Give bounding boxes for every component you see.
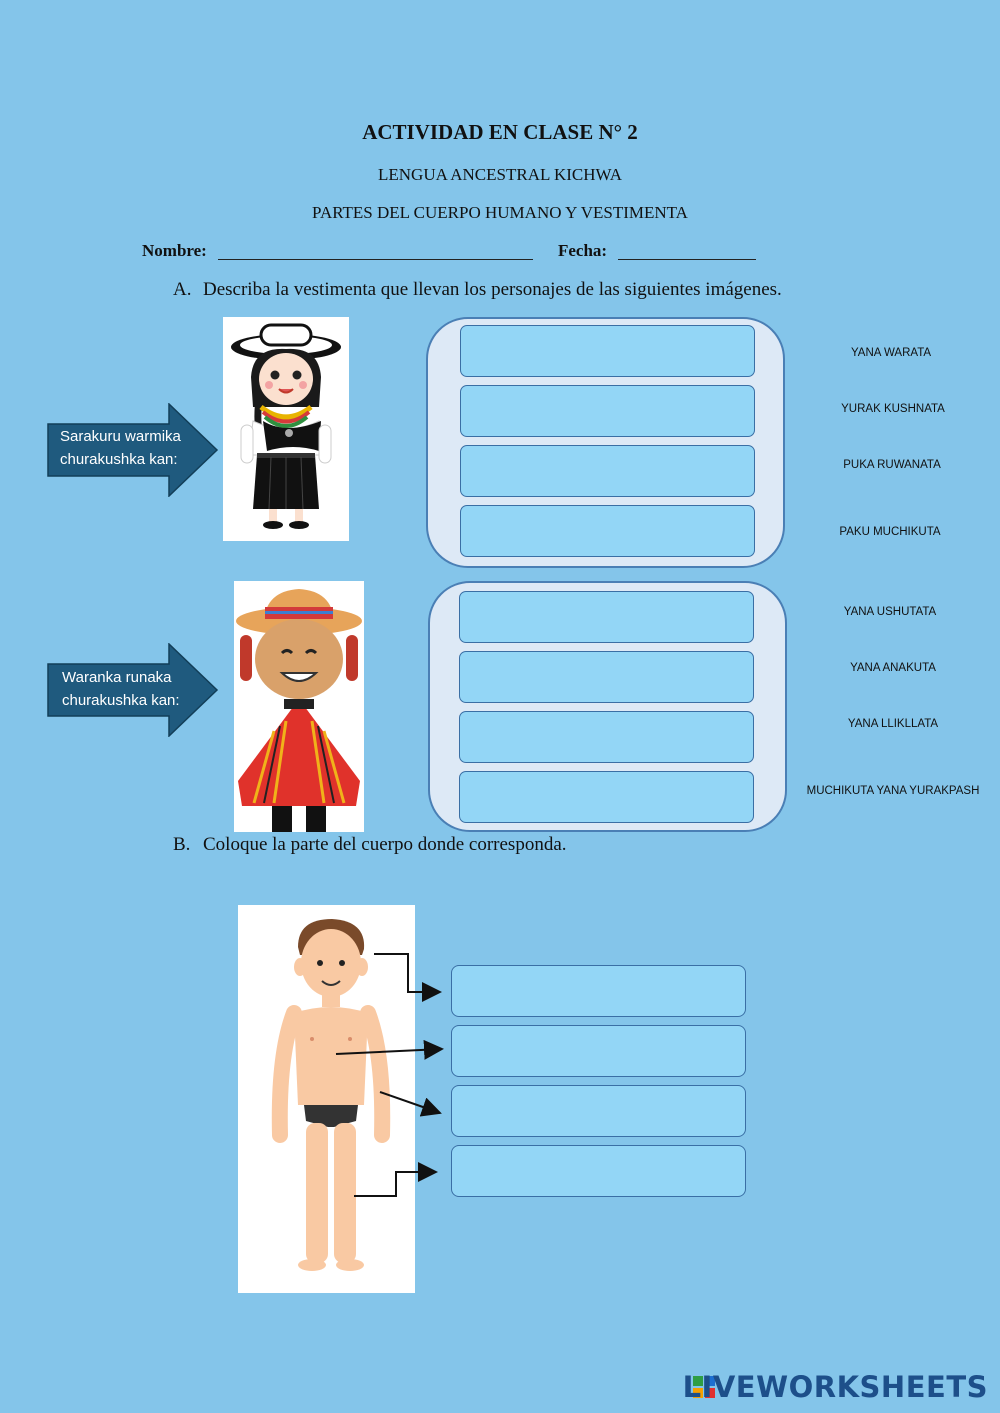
word-option-5[interactable]: YANA USHUTATA	[843, 606, 937, 618]
instruction-b-number: B.	[173, 834, 191, 855]
word-option-3[interactable]: PUKA RUWANATA	[843, 459, 941, 471]
date-label: Fecha:	[558, 241, 608, 260]
arrow-label-1-line2: churakushka kan:	[60, 451, 178, 468]
answer-box-b2[interactable]	[451, 1025, 746, 1077]
arrow-label-1-line1: Sarakuru warmika	[60, 428, 181, 445]
page-title: ACTIVIDAD EN CLASE N° 2	[362, 120, 638, 144]
date-field[interactable]	[618, 259, 756, 260]
answer-box-a2[interactable]	[460, 385, 755, 437]
instruction-b-text: Coloque la parte del cuerpo donde corresponda.	[203, 834, 567, 855]
word-option-7[interactable]: YANA LLIKLLATA	[847, 718, 939, 730]
answer-box-a6[interactable]	[459, 651, 754, 703]
answer-box-a5[interactable]	[459, 591, 754, 643]
answer-box-b4[interactable]	[451, 1145, 746, 1197]
subtitle-language: LENGUA ANCESTRAL KICHWA	[378, 165, 622, 184]
word-option-8[interactable]: MUCHIKUTA YANA YURAKPASH	[806, 785, 980, 797]
word-option-1[interactable]: YANA WARATA	[850, 347, 932, 359]
arrow-label-2-line1: Waranka runaka	[62, 669, 172, 686]
instruction-a	[173, 279, 782, 301]
subtitle-topic: PARTES DEL CUERPO HUMANO Y VESTIMENTA	[312, 203, 688, 222]
answer-box-a7[interactable]	[459, 711, 754, 763]
answer-box-b3[interactable]	[451, 1085, 746, 1137]
name-label: Nombre:	[142, 241, 207, 260]
answer-box-b1[interactable]	[451, 965, 746, 1017]
word-option-4[interactable]: PAKU MUCHIKUTA	[839, 526, 941, 538]
waranka-man-image	[234, 581, 364, 832]
arrow-label-2	[62, 666, 180, 712]
word-option-6[interactable]: YANA ANAKUTA	[850, 662, 936, 674]
instruction-a-text: Describa la vestimenta que llevan los personajes de las siguientes imágenes.	[203, 279, 782, 300]
answer-box-a4[interactable]	[460, 505, 755, 557]
word-option-2[interactable]: YURAK KUSHNATA	[841, 403, 945, 415]
liveworksheets-logo-text: LIVEWORKSHEETS	[682, 1370, 988, 1404]
arrow-label-2-line2: churakushka kan:	[62, 692, 180, 709]
answer-box-a1[interactable]	[460, 325, 755, 377]
instruction-a-number: A.	[173, 279, 192, 300]
sarakuru-woman-image	[223, 317, 349, 541]
body-pointer-arrows	[330, 940, 460, 1210]
answer-box-a3[interactable]	[460, 445, 755, 497]
name-field[interactable]	[218, 259, 533, 260]
arrow-label-1	[60, 425, 181, 471]
instruction-b	[173, 834, 567, 856]
answer-box-a8[interactable]	[459, 771, 754, 823]
